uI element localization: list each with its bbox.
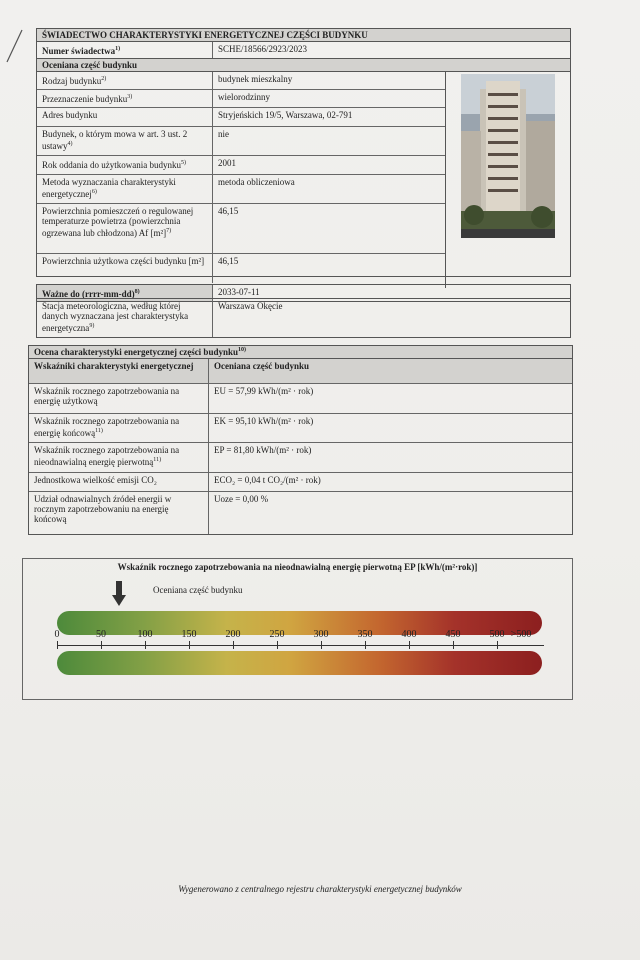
scale-tick-label: 450 bbox=[445, 629, 461, 640]
row-value: nie bbox=[218, 129, 229, 139]
rating-header: Ocena charakterystyki energetycznej części budynku$^{10)}$ bbox=[29, 346, 572, 359]
rating-column-headers bbox=[29, 359, 572, 384]
scale-tick-label: 150 bbox=[181, 629, 197, 640]
scale-tick-label: 50 bbox=[96, 629, 106, 640]
table-row bbox=[29, 443, 572, 473]
table-row bbox=[29, 473, 572, 492]
table-row bbox=[37, 72, 445, 90]
ep-scale-panel bbox=[22, 558, 573, 700]
row-label: Metoda wyznaczania charakterystyki energetycznej$^{6)}$ bbox=[37, 175, 213, 203]
row-label: Udział odnawialnych źródeł energii w rocznym zapotrzebowaniu na energię końcową bbox=[29, 492, 209, 534]
table-row bbox=[29, 492, 572, 534]
scale-tick-label: 250 bbox=[269, 629, 285, 640]
row-label: Rok oddania do użytkowania budynku$^{5)}$ bbox=[37, 156, 213, 174]
row-value: 46,15 bbox=[218, 206, 239, 216]
row-value: Uoze = 0,00 % bbox=[214, 494, 269, 504]
assessed-part-rows bbox=[37, 72, 446, 288]
row-value: budynek mieszkalny bbox=[218, 74, 293, 84]
scale-tick-label: 0 bbox=[54, 629, 60, 640]
row-value: 2001 bbox=[218, 158, 236, 168]
scale-tick bbox=[189, 641, 190, 649]
row-value: EK = 95,10 kWh/(m² · rok) bbox=[214, 416, 314, 426]
row-label: Wskaźnik rocznego zapotrzebowania na energię użytkową bbox=[29, 384, 209, 413]
validity-value: 2033-07-11 bbox=[218, 287, 260, 297]
scale-tick-label: 100 bbox=[137, 629, 153, 640]
scale-tick-label: 350 bbox=[357, 629, 373, 640]
scale-tick-label: >500 bbox=[510, 629, 532, 640]
energy-gradient-bar-bottom bbox=[57, 651, 542, 675]
scale-tick-label: 300 bbox=[313, 629, 329, 640]
table-row bbox=[37, 254, 445, 283]
row-value: 46,15 bbox=[218, 256, 239, 266]
scale-tick bbox=[101, 641, 102, 649]
marker-label: Oceniana część budynku bbox=[153, 585, 243, 595]
certificate-title: ŚWIADECTWO CHARAKTERYSTYKI ENERGETYCZNEJ CZĘŚCI BUDYNKU bbox=[37, 29, 570, 42]
row-label: Wskaźnik rocznego zapotrzebowania na nieodnawialną energię pierwotną$^{11)}$ bbox=[29, 443, 209, 472]
validity-label: Ważne do (rrrr-mm-dd)$^{8)}$ bbox=[37, 285, 213, 301]
energy-rating-table bbox=[28, 345, 573, 535]
scale-title: Wskaźnik rocznego zapotrzebowania na nieodnawialną energię pierwotną EP [kWh/(m²·rok)] bbox=[117, 562, 478, 572]
marker-arrow-icon bbox=[112, 581, 126, 607]
scale-tick bbox=[453, 641, 454, 649]
footer-note: Wygenerowano z centralnego rejestru charakterystyki energetycznej budynków bbox=[178, 884, 462, 894]
row-label: Przeznaczenie budynku$^{3)}$ bbox=[37, 90, 213, 107]
row-value: ECO₂ = 0,04 t CO₂/(m² · rok) bbox=[214, 475, 321, 485]
station-table bbox=[36, 298, 571, 338]
row-value: EP = 81,80 kWh/(m² · rok) bbox=[214, 445, 312, 455]
row-value: Stryjeńskich 19/5, Warszawa, 02-791 bbox=[218, 110, 353, 120]
energy-gradient-bar-top bbox=[57, 611, 542, 635]
row-label: Budynek, o którym mowa w art. 3 ust. 2 ustawy$^{4)}$ bbox=[37, 127, 213, 155]
table-row bbox=[37, 108, 445, 127]
row-label: Rodzaj budynku$^{2)}$ bbox=[37, 72, 213, 89]
row-value: wielorodzinny bbox=[218, 92, 270, 102]
scale-tick bbox=[321, 641, 322, 649]
station-value: Warszawa Okęcie bbox=[218, 301, 283, 311]
table-row bbox=[37, 175, 445, 204]
table-row bbox=[37, 204, 445, 254]
pen-mark bbox=[4, 28, 24, 64]
scale-axis bbox=[57, 645, 544, 646]
scale-tick bbox=[233, 641, 234, 649]
table-row bbox=[37, 156, 445, 175]
scale-tick-label: 200 bbox=[225, 629, 241, 640]
scale-tick bbox=[497, 641, 498, 649]
table-row bbox=[29, 414, 572, 443]
table-row bbox=[37, 90, 445, 108]
scale-tick-label: 500 bbox=[489, 629, 505, 640]
scale-tick bbox=[277, 641, 278, 649]
assessed-part-header: Oceniana część budynku bbox=[37, 59, 570, 72]
row-label: Jednostkowa wielkość emisji CO₂ bbox=[29, 473, 209, 491]
row-value: EU = 57,99 kWh/(m² · rok) bbox=[214, 386, 314, 396]
station-label: Stacja meteorologiczna, według której danych wyznaczana jest charakterystyka energetyczna$^{9)}$ bbox=[37, 299, 213, 337]
scale-tick-label: 400 bbox=[401, 629, 417, 640]
row-label: Powierzchnia użytkowa części budynku [m²] bbox=[37, 254, 213, 283]
scale-tick bbox=[57, 641, 58, 649]
certificate-header-table bbox=[36, 28, 571, 59]
row-label: Adres budynku bbox=[37, 108, 213, 126]
scale-tick bbox=[365, 641, 366, 649]
table-row bbox=[37, 127, 445, 156]
building-photo bbox=[446, 71, 570, 276]
certificate-number-label: Numer świadectwa$^{1)}$ bbox=[37, 42, 213, 58]
scale-tick bbox=[409, 641, 410, 649]
table-row bbox=[29, 384, 572, 414]
scale-tick bbox=[145, 641, 146, 649]
rating-col2-header: Oceniana część budynku bbox=[214, 361, 310, 371]
assessed-part-table bbox=[36, 58, 571, 277]
rating-col1-header: Wskaźniki charakterystyki energetycznej bbox=[29, 359, 209, 383]
row-label: Powierzchnia pomieszczeń o regulowanej temperaturze powietrza (powierzchnia ogrzewana lub chłodzona) Af $[m^2]^{7)}$ bbox=[37, 204, 213, 253]
row-label: Wskaźnik rocznego zapotrzebowania na energię końcową$^{11)}$ bbox=[29, 414, 209, 442]
row-value: metoda obliczeniowa bbox=[218, 177, 295, 187]
certificate-number-value: SCHE/18566/2923/2023 bbox=[218, 44, 308, 54]
